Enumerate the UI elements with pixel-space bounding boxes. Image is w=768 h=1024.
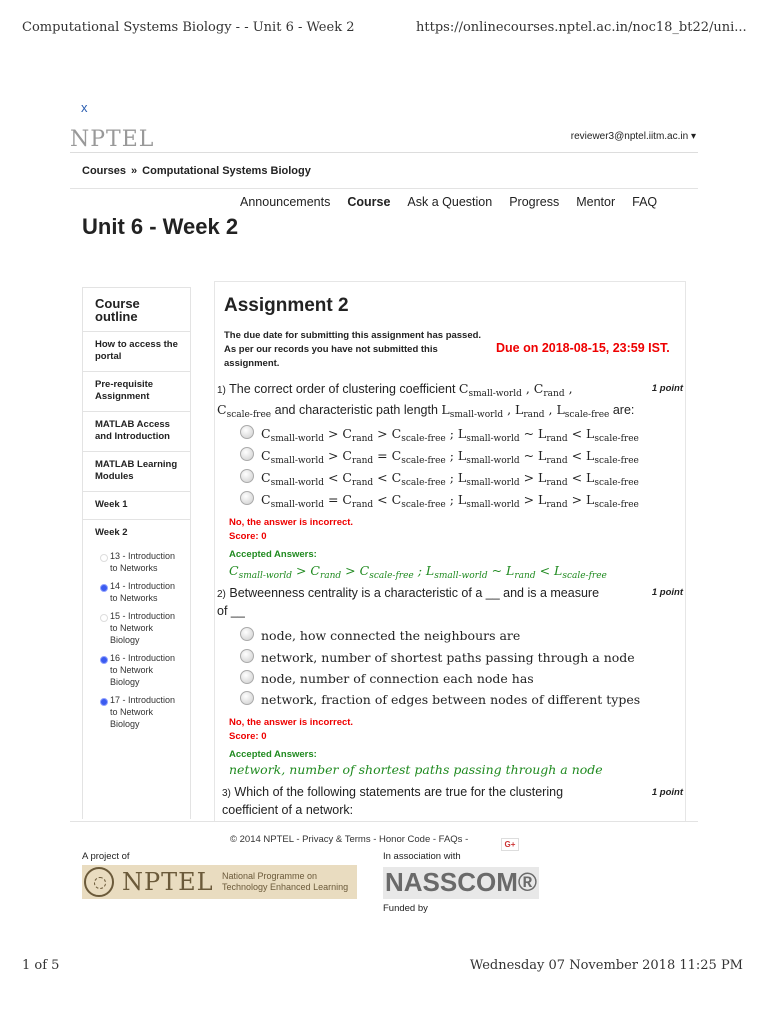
sidebar-item-how-to-access[interactable]: How to access the portal — [83, 332, 190, 372]
radio-button[interactable] — [240, 691, 254, 705]
sidebar-item-matlab-access[interactable]: MATLAB Access and Introduction — [83, 412, 190, 452]
course-nav — [240, 195, 674, 209]
question-2 — [217, 585, 642, 619]
tab-progress[interactable]: Progress — [509, 195, 560, 209]
nptel-tagline-line: Technology Enhanced Learning — [222, 882, 349, 892]
option-label: node, how connected the neighbours are — [261, 628, 521, 643]
score-label: Score: 0 — [229, 531, 267, 542]
user-menu[interactable] — [571, 131, 696, 142]
status-dot — [100, 656, 108, 664]
question-text: The correct order of clustering coefficient — [229, 382, 456, 396]
sidebar-item-week-2[interactable]: Week 2 — [95, 527, 128, 538]
sidebar-subitem-label: 15 - Introduction to Network Biology — [110, 611, 176, 645]
sidebar-subitem-label: 14 - Introduction to Networks — [110, 581, 176, 603]
user-email: reviewer3@nptel.iitm.ac.in — [570, 131, 689, 142]
print-datetime: Wednesday 07 November 2018 11:25 PM — [469, 958, 743, 973]
answer-option[interactable] — [240, 649, 635, 665]
option-label: network, number of shortest paths passing through a node — [261, 650, 635, 665]
nasscom-word: NASSCOM® — [385, 867, 538, 897]
sidebar-item-matlab-modules[interactable]: MATLAB Learning Modules — [83, 452, 190, 492]
question-text: Which of the following statements are true for the clustering — [234, 785, 564, 799]
nptel-banner-word: NPTEL — [122, 868, 214, 896]
points-label: 1 point — [651, 383, 683, 394]
answer-option[interactable] — [240, 627, 520, 643]
project-of-label: A project of — [82, 851, 130, 862]
divider — [70, 152, 698, 153]
status-dot — [100, 584, 108, 592]
incorrect-feedback: No, the answer is incorrect. — [229, 717, 354, 728]
page-title: Unit 6 - Week 2 — [82, 214, 239, 239]
radio-button[interactable] — [240, 649, 254, 663]
radio-button[interactable] — [240, 670, 254, 684]
radio-button[interactable] — [240, 425, 254, 439]
sidebar-subitem[interactable] — [83, 607, 190, 649]
nptel-tagline — [222, 871, 348, 893]
nptel-emblem-icon — [84, 867, 114, 897]
question-text: coefficient of a network: — [222, 803, 354, 817]
accepted-answer: $C_{small-world} > C_{rand} > C_{scale-free}$ ; $L_{small-world}$ ~ $L_{rand} < L_{scale-free}$ — [229, 563, 607, 581]
question-number: 2) — [217, 589, 226, 600]
tab-faq[interactable]: FAQ — [632, 195, 658, 209]
sidebar-subitem[interactable] — [83, 649, 190, 691]
question-1: 1) The correct order of clustering coefficient $C_{small-world}$ , $C_{rand}$ , $C_{scale-free}$ and characteristic path length $L_{small-world}$ , $L_{rand}$ , $L_{scale-free}$ are: — [217, 381, 635, 420]
tab-course[interactable]: Course — [347, 195, 391, 209]
accepted-answers-label: Accepted Answers: — [229, 749, 317, 760]
print-page-url: https://onlinecourses.nptel.ac.in/noc18_bt22/uni... — [416, 20, 747, 35]
accepted-answers-label: Accepted Answers: — [229, 549, 317, 560]
footer-links[interactable]: © 2014 NPTEL - Privacy & Terms - Honor Code - FAQs - — [230, 834, 469, 845]
points-label: 1 point — [651, 587, 683, 598]
answer-option[interactable] — [240, 691, 640, 707]
sidebar-subitem[interactable] — [83, 577, 190, 607]
nptel-logo[interactable]: NPTEL — [70, 127, 155, 152]
radio-button[interactable] — [240, 447, 254, 461]
sidebar-item-week-1[interactable]: Week 1 — [83, 492, 190, 520]
nptel-banner-logo[interactable] — [82, 865, 357, 899]
status-dot — [100, 614, 108, 622]
breadcrumb — [82, 165, 311, 177]
close-link[interactable]: x — [81, 100, 88, 115]
question-text: of __ — [217, 604, 245, 618]
answer-option[interactable]: $C_{small-world} < C_{rand} < C_{scale-free}$ ; $L_{small-world} > L_{rand} < L_{scale-free}$ — [240, 469, 639, 488]
funded-by-label: Funded by — [383, 903, 428, 914]
radio-button[interactable] — [240, 469, 254, 483]
sidebar-heading: Course outline — [83, 288, 190, 332]
sidebar-subitem-label: 16 - Introduction to Network Biology — [110, 653, 176, 687]
status-dot — [100, 698, 108, 706]
divider — [70, 821, 698, 822]
accepted-answer: network, number of shortest paths passing through a node — [229, 762, 603, 777]
answer-option[interactable] — [240, 670, 534, 686]
tab-ask-question[interactable]: Ask a Question — [407, 195, 493, 209]
points-label: 1 point — [651, 787, 683, 798]
answer-option[interactable]: $C_{small-world} > C_{rand} > C_{scale-free}$ ; $L_{small-world}$ ~ $L_{rand} < L_{scale-free}$ — [240, 425, 639, 444]
option-label: node, number of connection each node has — [261, 671, 534, 686]
due-note-line: As per our records you have not submitted this assignment. — [224, 344, 438, 369]
sidebar-subitem-label: 13 - Introduction to Networks — [110, 551, 176, 573]
incorrect-feedback: No, the answer is incorrect. — [229, 517, 354, 528]
due-date: Due on 2018-08-15, 23:59 IST. — [496, 341, 670, 355]
question-number: 1) — [217, 385, 226, 396]
chevron-down-icon: ▾ — [690, 131, 696, 142]
breadcrumb-separator: » — [131, 165, 138, 177]
score-label: Score: 0 — [229, 731, 267, 742]
option-label: network, fraction of edges between nodes of different types — [261, 692, 641, 707]
question-number: 3) — [222, 788, 231, 799]
radio-button[interactable] — [240, 491, 254, 505]
divider — [70, 188, 698, 189]
breadcrumb-course[interactable]: Computational Systems Biology — [142, 165, 311, 177]
due-note — [224, 329, 489, 371]
tab-mentor[interactable]: Mentor — [576, 195, 616, 209]
sidebar-subitem[interactable] — [83, 691, 190, 733]
tab-announcements[interactable]: Announcements — [240, 195, 331, 209]
status-dot — [100, 554, 108, 562]
question-3 — [222, 784, 622, 818]
in-association-label: In association with — [383, 851, 461, 862]
radio-button[interactable] — [240, 627, 254, 641]
question-text: Betweenness centrality is a characteristic of a __ and is a measure — [229, 586, 600, 600]
answer-option[interactable]: $C_{small-world} > C_{rand} = C_{scale-free}$ ; $L_{small-world}$ ~ $L_{rand} < L_{scale-free}$ — [240, 447, 639, 466]
course-outline-sidebar — [82, 287, 191, 819]
sidebar-item-prerequisite[interactable]: Pre-requisite Assignment — [83, 372, 190, 412]
breadcrumb-courses[interactable]: Courses — [82, 165, 127, 177]
google-plus-icon[interactable]: G+ — [501, 838, 519, 851]
due-note-line: The due date for submitting this assignment has passed. — [224, 330, 482, 341]
nptel-tagline-line: National Programme on — [222, 871, 318, 881]
answer-option[interactable]: $C_{small-world} = C_{rand} < C_{scale-free}$ ; $L_{small-world} > L_{rand} > L_{scale-free}$ — [240, 491, 639, 510]
sidebar-subitem[interactable] — [83, 547, 190, 577]
print-page-title: Computational Systems Biology - - Unit 6 - Week 2 — [22, 20, 355, 35]
assignment-title: Assignment 2 — [224, 295, 349, 316]
nasscom-logo[interactable] — [383, 867, 539, 899]
print-page-number: 1 of 5 — [22, 958, 60, 973]
sidebar-subitem-label: 17 - Introduction to Network Biology — [110, 695, 176, 729]
